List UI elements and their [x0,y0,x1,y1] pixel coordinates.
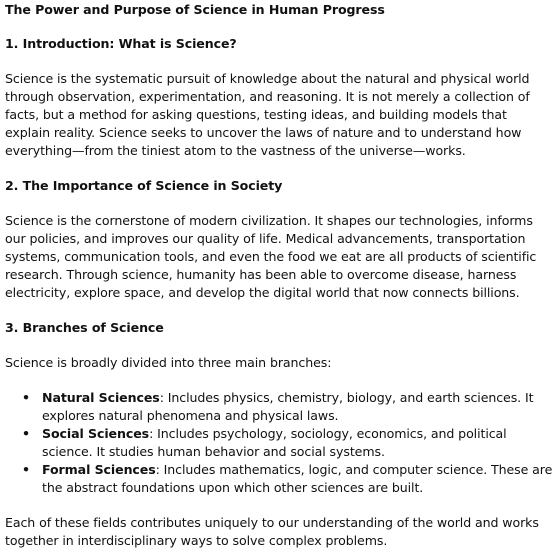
section-heading-introduction: 1. Introduction: What is Science? [5,36,237,51]
section-intro-branches: Science is broadly divided into three main branches: [5,355,332,370]
list-item-term: Formal Sciences [42,462,156,477]
section-paragraph-introduction: Science is the systematic pursuit of knowledge about the natural and physical world through observation, experimentation, and reasoning. It is not merely a collection of facts, but a method for asking questions, testing ideas, and building models that explain reality. Science seeks to uncover the laws of nature and to understand how everything—from the tiniest atom to the vastness of the universe—works. [5,71,530,158]
section-paragraph-importance: Science is the cornerstone of modern civilization. It shapes our technologies, informs our policies, and improves our quality of life. Medical advancements, transportation systems, communication tools, and even the food we eat are all products of scientific research. Through science, humanity has been able to overcome disease, harness electricity, explore space, and develop the digital world that now connects billions. [5,213,537,300]
list-item-text: : Includes mathematics, logic, and computer science. These are the abstract foundations upon which other sciences are built. [42,462,553,495]
document-body [5,0,555,550]
bullet-icon: • [22,462,30,477]
list-item-term: Natural Sciences [42,390,160,405]
branches-list [5,389,555,497]
section-heading-branches: 3. Branches of Science [5,320,164,335]
list-item-text: : Includes psychology, sociology, economics, and political science. It studies human behavior and social systems. [42,426,507,459]
list-item [5,389,555,425]
list-item [5,425,555,461]
bullet-icon: • [22,426,30,441]
list-item [5,461,555,497]
list-item-text: : Includes physics, chemistry, biology, and earth sciences. It explores natural phenomena and physical laws. [42,390,534,423]
section-heading-importance: 2. The Importance of Science in Society [5,178,283,193]
bullet-icon: • [22,390,30,405]
section-closing-branches: Each of these fields contributes uniquely to our understanding of the world and works together in interdisciplinary ways to solve complex problems. [5,515,539,548]
document-title: The Power and Purpose of Science in Human Progress [5,2,385,17]
list-item-term: Social Sciences [42,426,150,441]
